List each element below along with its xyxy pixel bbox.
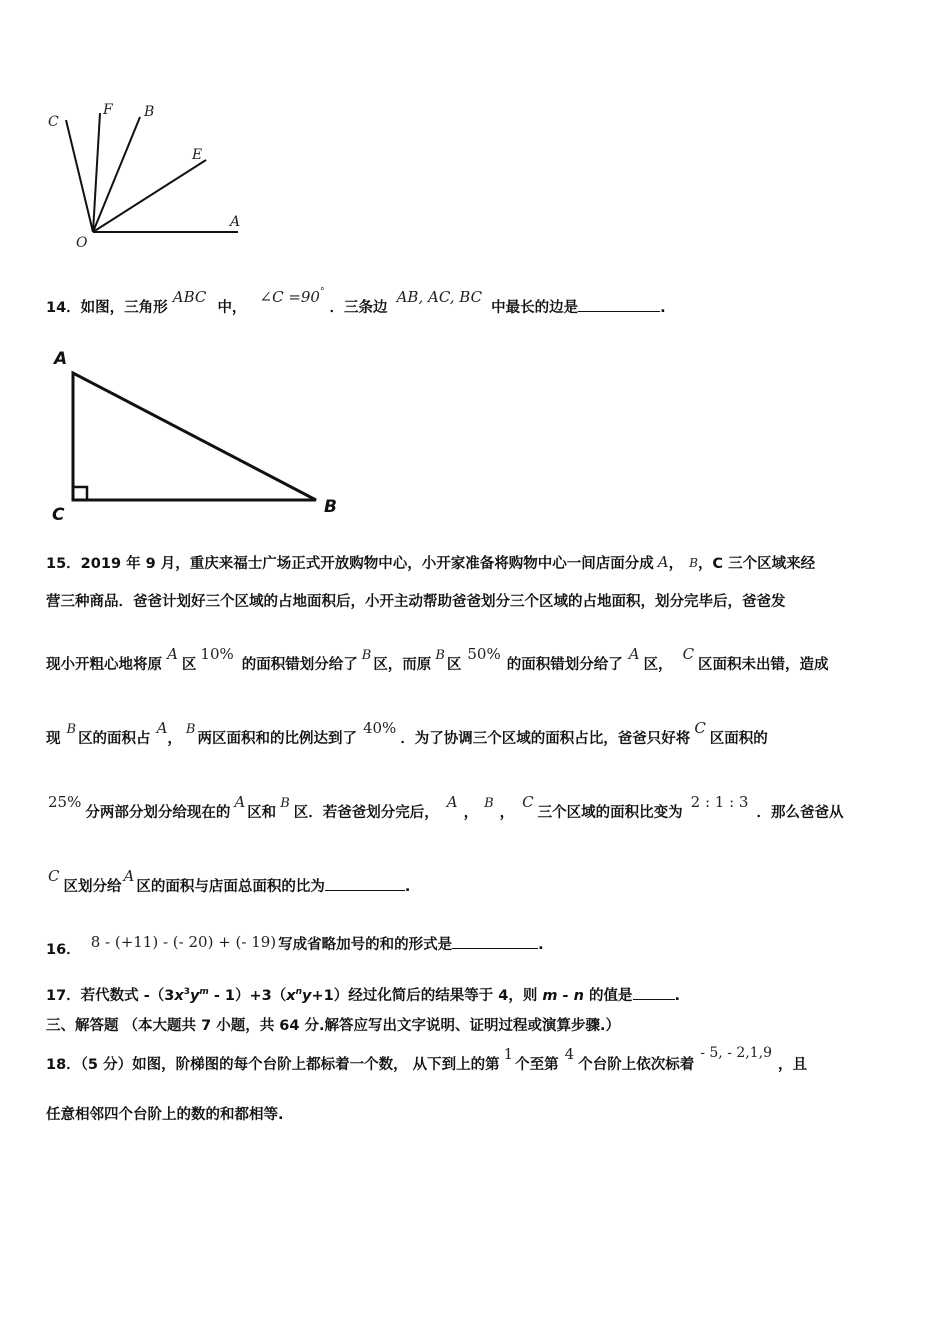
q15-math: 10% (200, 645, 234, 663)
q15-text: ， (463, 805, 479, 821)
question-15-line-5 (46, 793, 844, 824)
q15-text: 区的面积占 (78, 731, 151, 747)
label-o: O (76, 235, 88, 251)
q15-text: 现 (46, 731, 61, 747)
ray-of (93, 113, 100, 232)
q18-math: 1 (503, 1045, 514, 1063)
q14-period: . (660, 300, 666, 316)
q14-answer-blank[interactable] (578, 297, 660, 312)
q15-area-a: A (657, 553, 669, 571)
q15-math: B (435, 648, 445, 663)
q15-text: 区．若爸爸划分完后， (293, 805, 439, 821)
q18-sequence: - 5, - 2,1,9 (700, 1045, 773, 1061)
q14-text-longest: 中最长的边是 (491, 300, 579, 316)
question-18-line-1 (46, 1045, 808, 1075)
q15-text: 区面积的 (709, 731, 768, 747)
q15-period: . (404, 879, 411, 895)
q15-math: B (66, 722, 77, 737)
q14-angle-c: ∠C =90 (259, 288, 320, 306)
q18-text: ，且 (778, 1057, 808, 1073)
q17-var-x: x (174, 987, 184, 1004)
q17-exp: n (295, 987, 303, 997)
q15-text: 三个区域的面积比变为 (537, 805, 683, 821)
q17-m-minus-n: m - n (537, 987, 590, 1004)
q14-number: 14．如图，三角形 (46, 300, 168, 316)
q15-text: 区和 (247, 805, 277, 821)
q14-text-sides: ．三条边 (329, 300, 388, 316)
q15-text: 两区面积和的比例达到了 (197, 731, 357, 747)
question-15-line-1 (46, 553, 815, 574)
q16-period: . (538, 937, 544, 953)
q15-math: A (628, 645, 640, 663)
q18-math: 4 (564, 1045, 575, 1063)
q14-degree: ° (319, 287, 325, 297)
q15-text: 区， (643, 657, 673, 673)
section-3-heading (46, 1016, 620, 1036)
q15-text: 15．2019 年 9 月，重庆来福士广场正式开放购物中心，小开家准备将购物中心一间店面分成 (46, 556, 654, 572)
question-15-line-2 (46, 592, 786, 612)
q17-var-x: x (286, 987, 296, 1004)
q15-math: 50% (467, 645, 501, 663)
q15-text: 营三种商品．爸爸计划好三个区域的占地面积后，小开主动帮助爸爸划分三个区域的占地面积，划分完毕后，爸爸发 (46, 594, 786, 610)
label-a: A (230, 214, 241, 230)
q15-answer-blank[interactable] (325, 876, 405, 891)
q15-math: A (123, 867, 135, 885)
q15-math: A (167, 645, 178, 663)
q15-math: C (682, 645, 695, 663)
q15-math: A (446, 793, 458, 811)
q15-text: 的面积错划分给了 (506, 657, 623, 673)
section-3-text: 三、解答题 （本大题共 7 小题，共 64 分.解答应写出文字说明、证明过程或演算步骤.） (46, 1018, 621, 1034)
q16-number: 16． (46, 942, 81, 958)
label-e: E (192, 147, 203, 163)
q17-var-y: y (302, 987, 312, 1004)
label-f: F (103, 102, 113, 118)
q17-text: 的值是 (589, 987, 633, 1004)
q17-text: 17．若代数式 -（3 (46, 987, 175, 1004)
q18-text: 个至第 (515, 1057, 559, 1073)
q15-ratio: 2 : 1 : 3 (690, 793, 749, 811)
q15-text: ．那么爸爸从 (756, 805, 844, 821)
ray-oc (66, 120, 93, 232)
question-15-line-4 (46, 719, 768, 750)
q15-math: B (280, 796, 290, 811)
q15-math: B (185, 722, 196, 737)
q15-math: C (48, 867, 60, 885)
q17-text: - 1）+3（ (208, 987, 287, 1004)
q15-math: B (361, 648, 372, 663)
q15-text: ，C 三个区域来经 (697, 556, 816, 572)
q15-text: 区 (446, 657, 462, 673)
question-15-line-6 (46, 867, 411, 897)
q15-math: A (234, 793, 246, 811)
triangle-abc (73, 373, 316, 500)
q14-triangle-abc: ABC (172, 288, 207, 306)
label-c: C (48, 114, 59, 130)
q15-math: B (484, 796, 494, 811)
q15-text: 区 (181, 657, 197, 673)
q15-sep: ， (668, 556, 684, 572)
q14-sides: AB, AC, BC (396, 288, 483, 306)
q17-exp: m (199, 987, 209, 997)
label-b: B (144, 104, 155, 120)
ray-oe (93, 160, 206, 232)
q16-text: 写成省略加号的和的形式是 (278, 937, 453, 953)
q15-text: 分两部分划分给现在的 (85, 805, 231, 821)
q15-text: 区面积未出错，造成 (698, 657, 829, 673)
q15-math: C (522, 793, 534, 811)
q15-text: ， (499, 805, 515, 821)
q15-text: 区划分给 (63, 879, 122, 895)
q16-expression: 8 - (+11) - (- 20) + (- 19) (90, 933, 277, 951)
q17-period: . (674, 987, 681, 1004)
q15-text: ， (167, 731, 182, 747)
q15-text: 的面积错划分给了 (241, 657, 358, 673)
q15-math: 40% (362, 719, 397, 737)
vertex-label-a: A (54, 349, 68, 369)
question-15-line-3 (46, 645, 829, 676)
question-16 (46, 933, 544, 958)
q17-exp: 3 (183, 987, 190, 997)
angle-rays-figure (40, 95, 260, 255)
vertex-label-b: B (324, 497, 337, 517)
q15-math: A (156, 719, 168, 737)
q17-text: +1）经过化简后的结果等于 4，则 (311, 987, 538, 1004)
question-14 (46, 287, 666, 320)
q15-math: C (694, 719, 706, 737)
right-triangle-figure (44, 342, 354, 527)
vertex-label-c: C (52, 505, 65, 525)
q18-text: 个台阶上依次标着 (578, 1057, 695, 1073)
q15-text: 现小开粗心地将原 (46, 657, 162, 673)
question-17 (46, 982, 680, 1006)
q15-text: 区，而原 (373, 657, 432, 673)
q15-text: 区的面积与店面总面积的比为 (136, 879, 325, 895)
q18-text: 任意相邻四个台阶上的数的和都相等. (46, 1107, 284, 1123)
q16-answer-blank[interactable] (452, 934, 538, 949)
q18-text: 18．（5 分）如图，阶梯图的每个台阶上都标着一个数， 从下到上的第 (46, 1057, 500, 1073)
q15-area-b: B (689, 556, 698, 570)
ray-ob (93, 117, 140, 232)
q14-text-zhong: 中， (217, 300, 247, 316)
question-18-line-2 (46, 1105, 284, 1125)
right-angle-mark (73, 487, 87, 500)
q15-math: 25% (48, 793, 82, 811)
q15-text: ．为了协调三个区域的面积占比，爸爸只好将 (400, 731, 691, 747)
q17-var-y: y (189, 987, 200, 1004)
q17-answer-blank[interactable] (633, 985, 675, 1000)
